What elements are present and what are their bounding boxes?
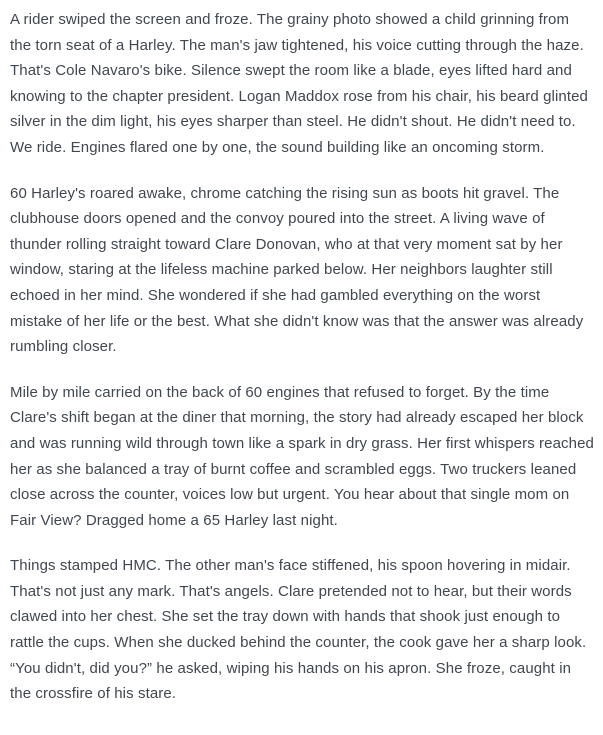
story-text-block bbox=[10, 7, 594, 707]
story-paragraph: A rider swiped the screen and froze. The grainy photo showed a child grinning from the torn seat of a Harley. The man's jaw tightened, his voice cutting through the haze. That's Cole Navaro's bike. Silence swept the room like a blade, eyes lifted hard and knowing to the chapter president. Logan Maddox rose from his chair, his beard glinted silver in the dim light, his eyes sharper than steel. He didn't shout. He didn't need to. We ride. Engines flared one by one, the sound building like an oncoming storm. bbox=[10, 11, 589, 156]
story-paragraph: Mile by mile carried on the back of 60 engines that refused to forget. By the time Clare's shift began at the diner that morning, the story had already escaped her block and was running wild through town like a spark in dry grass. Her first whispers reached her as she balanced a tray of burnt coffee and scrambled eggs. Two truckers leaned close across the counter, voices low but urgent. You hear about that single mom on Fair View? Dragged home a 65 Harley last night. bbox=[10, 383, 594, 529]
story-paragraph: 60 Harley's roared awake, chrome catching the rising sun as boots hit gravel. The clubhouse doors opened and the convoy poured into the street. A living wave of thunder rolling straight toward Clare Donovan, who at that very moment sat by her window, staring at the lifeless machine parked below. Her neighbors laughter still echoed in her mind. She wondered if she had gambled everything on the worst mistake of her life or the best. What she didn't know was that the answer was already rumbling closer. bbox=[10, 184, 584, 356]
story-paragraph: Things stamped HMC. The other man's face stiffened, his spoon hovering in midair. That's not just any mark. That's angels. Clare pretended not to hear, but their words clawed into her chest. She set the tray down with hands that shook just enough to rattle the cups. When she ducked behind the counter, the cook gave her a sharp look. “You didn't, did you?” he asked, wiping his hands on his apron. She froze, caught in the crossfire of his stare. bbox=[10, 557, 587, 703]
